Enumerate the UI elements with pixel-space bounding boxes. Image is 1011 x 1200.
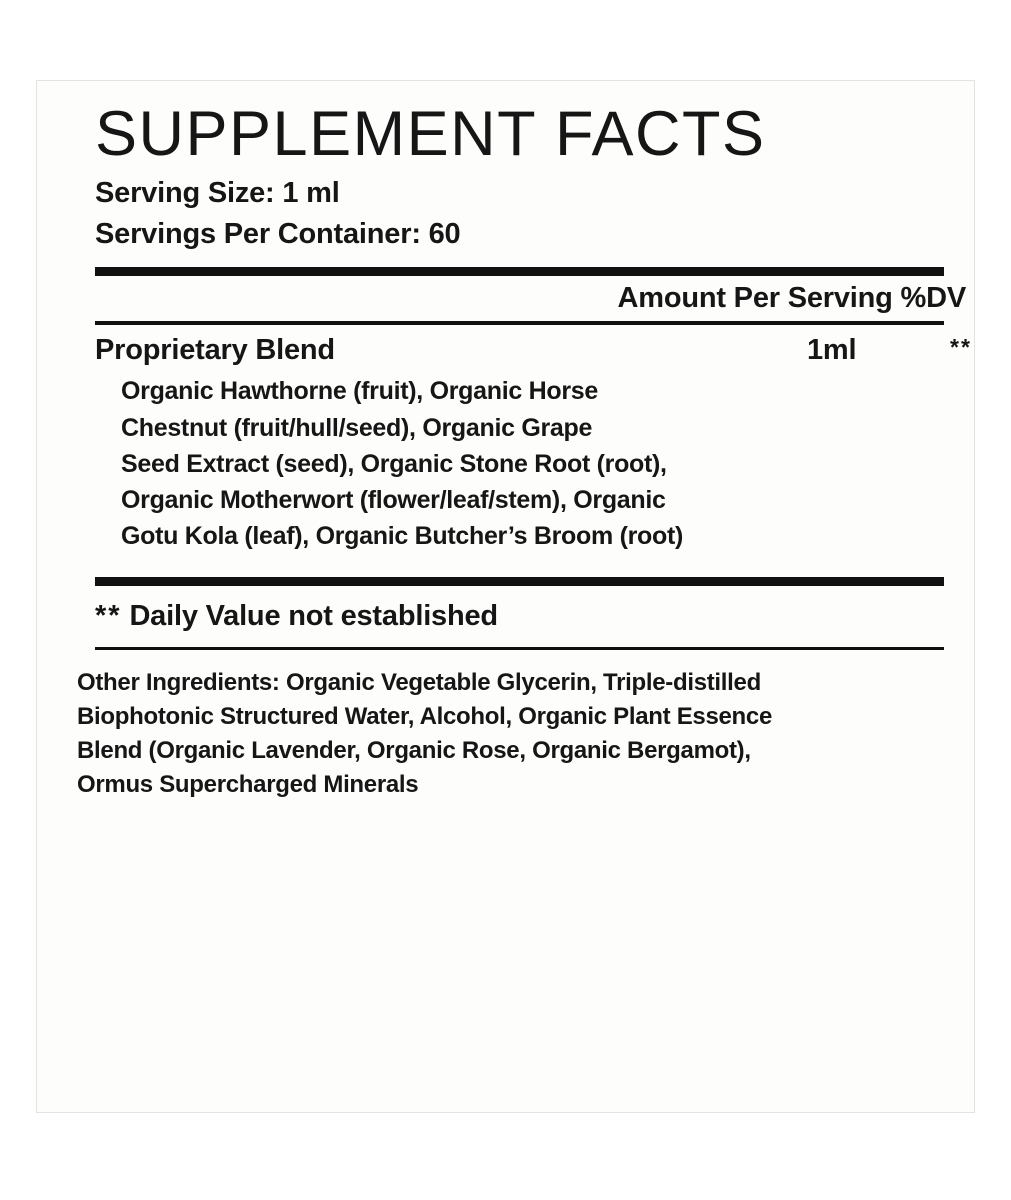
page-title: SUPPLEMENT FACTS bbox=[95, 99, 766, 169]
list-item: Gotu Kola (leaf), Organic Butcher’s Broom (root) bbox=[121, 522, 684, 551]
list-item: Chestnut (fruit/hull/seed), Organic Grape bbox=[121, 413, 593, 442]
column-header-label: Amount Per Serving %DV bbox=[617, 282, 966, 315]
list-item: Seed Extract (seed), Organic Stone Root (root), bbox=[121, 449, 667, 478]
serving-size: Serving Size: 1 ml bbox=[95, 177, 340, 210]
footnote-marker: ** bbox=[95, 599, 122, 632]
servings-per-container: Servings Per Container: 60 bbox=[95, 218, 461, 251]
column-header-row bbox=[95, 276, 966, 321]
other-ingredients-line: Ormus Supercharged Minerals bbox=[77, 770, 419, 798]
blend-daily-value: ** bbox=[950, 334, 972, 361]
other-ingredients-line: Biophotonic Structured Water, Alcohol, Organic Plant Essence bbox=[77, 702, 773, 730]
divider-thick-top bbox=[95, 267, 944, 276]
blend-amount: 1ml bbox=[807, 334, 857, 367]
blend-ingredient-list bbox=[95, 369, 881, 564]
list-item: Organic Motherwort (flower/leaf/stem), Organic bbox=[121, 486, 666, 515]
daily-value-footnote bbox=[95, 586, 966, 647]
other-ingredients-line: Blend (Organic Lavender, Organic Rose, Organic Bergamot), bbox=[77, 736, 751, 764]
other-ingredients-line: Other Ingredients: Organic Vegetable Glycerin, Triple-distilled bbox=[77, 668, 761, 696]
other-ingredients bbox=[77, 650, 977, 802]
supplement-facts-panel bbox=[36, 80, 975, 1113]
divider-thick-bottom bbox=[95, 577, 944, 586]
label-content bbox=[77, 99, 972, 802]
blend-row bbox=[95, 325, 972, 369]
blend-name: Proprietary Blend bbox=[95, 334, 335, 367]
footnote-text: Daily Value not established bbox=[129, 599, 498, 632]
list-item: Organic Hawthorne (fruit), Organic Horse bbox=[121, 377, 598, 406]
